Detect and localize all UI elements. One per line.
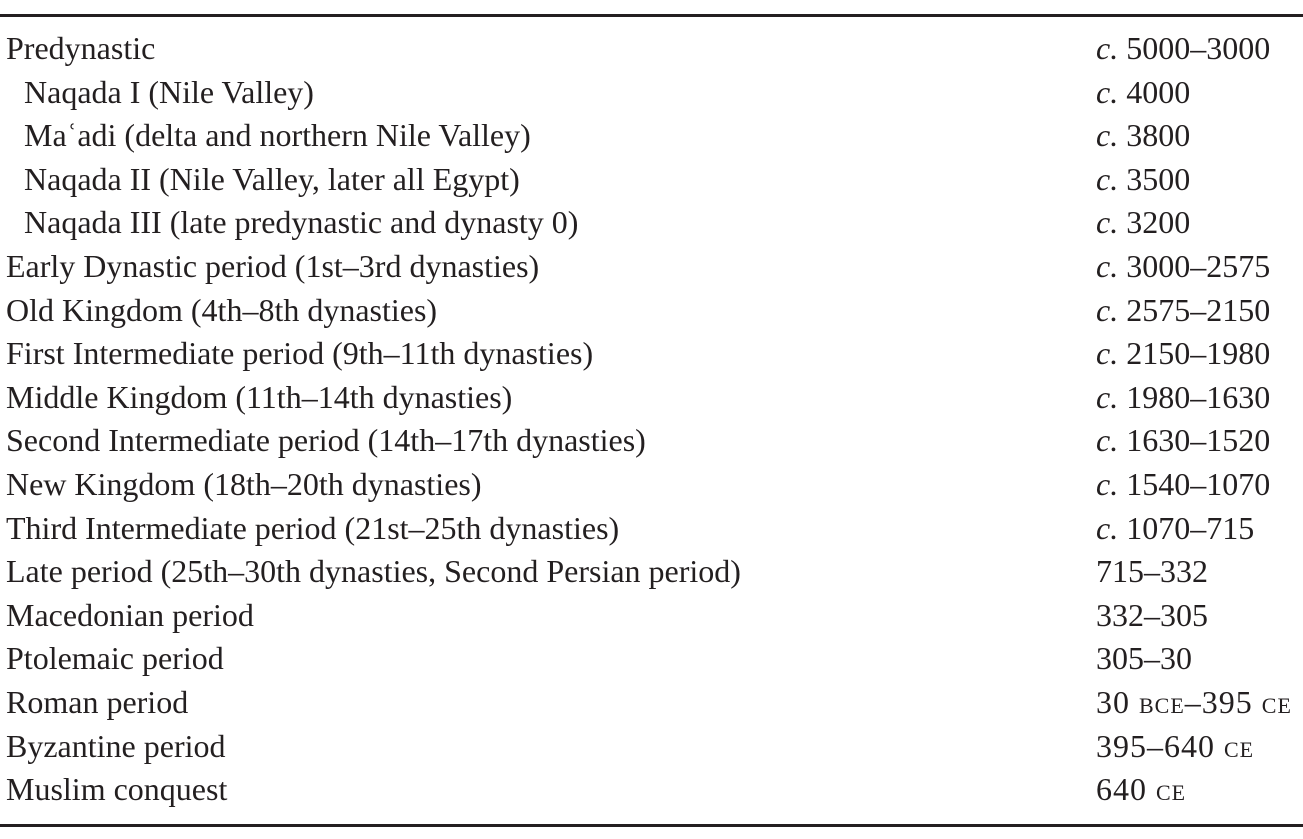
table-bottom-rule — [0, 824, 1303, 827]
date-range: 715–332 — [1096, 553, 1208, 590]
table-row — [0, 594, 1303, 638]
table-row — [0, 507, 1303, 551]
circa-mark: c. — [1096, 73, 1119, 110]
table-row — [0, 201, 1303, 245]
date-range: 4000 — [1118, 73, 1191, 110]
period-date — [1096, 71, 1190, 115]
table-row — [0, 550, 1303, 594]
circa-mark: c. — [1096, 247, 1119, 284]
period-name: New Kingdom (18th–20th dynasties) — [6, 465, 482, 502]
period-name: Second Intermediate period (14th–17th dynasties) — [6, 422, 646, 459]
period-date — [1096, 245, 1270, 289]
period-name: Third Intermediate period (21st–25th dynasties) — [6, 509, 620, 546]
period-date — [1096, 768, 1186, 812]
date-range: 5000–3000 — [1118, 30, 1271, 66]
table-row — [0, 245, 1303, 289]
period-date — [1096, 637, 1192, 681]
period-date — [1096, 725, 1254, 769]
table-row — [0, 114, 1303, 158]
date-range: 1070–715 — [1118, 509, 1255, 546]
period-name: Late period (25th–30th dynasties, Second Persian period) — [6, 553, 741, 590]
date-range: 1540–1070 — [1118, 465, 1271, 502]
period-date — [1096, 289, 1270, 333]
table-row — [0, 27, 1303, 71]
date-range: 395–640 ce — [1096, 727, 1255, 764]
date-range: 2150–1980 — [1118, 335, 1271, 372]
circa-mark: c. — [1096, 465, 1119, 502]
chronology-table — [0, 27, 1303, 812]
date-range: 3000–2575 — [1118, 247, 1271, 284]
circa-mark: c. — [1096, 204, 1119, 241]
period-name: Ptolemaic period — [6, 640, 224, 677]
circa-mark: c. — [1096, 291, 1119, 328]
date-range: 3200 — [1118, 204, 1191, 241]
period-name: Naqada III (late predynastic and dynasty 0) — [24, 204, 579, 241]
circa-mark: c. — [1096, 422, 1119, 459]
period-date — [1096, 114, 1190, 158]
period-date — [1096, 332, 1270, 376]
table-row — [0, 725, 1303, 769]
circa-mark: c. — [1096, 30, 1119, 66]
period-name: Macedonian period — [6, 596, 254, 633]
period-name: Byzantine period — [6, 727, 226, 764]
period-name: Predynastic — [6, 30, 156, 66]
period-name: Middle Kingdom (11th–14th dynasties) — [6, 378, 513, 415]
period-date — [1096, 550, 1208, 594]
date-range: 3500 — [1118, 160, 1191, 197]
table-row — [0, 376, 1303, 420]
period-name: Roman period — [6, 683, 189, 720]
circa-mark: c. — [1096, 509, 1119, 546]
period-date — [1096, 681, 1292, 725]
circa-mark: c. — [1096, 117, 1119, 154]
table-row — [0, 637, 1303, 681]
table-top-rule — [0, 14, 1303, 17]
date-range: 1980–1630 — [1118, 378, 1271, 415]
period-name: Maʿadi (delta and northern Nile Valley) — [24, 117, 531, 154]
period-date — [1096, 419, 1270, 463]
date-range: 30 bce–395 ce — [1096, 683, 1292, 720]
period-name: Naqada II (Nile Valley, later all Egypt) — [24, 160, 520, 197]
period-date — [1096, 594, 1208, 638]
table-row — [0, 332, 1303, 376]
table-row — [0, 463, 1303, 507]
period-name: Old Kingdom (4th–8th dynasties) — [6, 291, 438, 328]
period-name: Naqada I (Nile Valley) — [24, 73, 314, 110]
table-row — [0, 158, 1303, 202]
circa-mark: c. — [1096, 160, 1119, 197]
table-row — [0, 681, 1303, 725]
circa-mark: c. — [1096, 378, 1119, 415]
table-row — [0, 768, 1303, 812]
date-range: 332–305 — [1096, 596, 1208, 633]
date-range: 640 ce — [1096, 771, 1187, 808]
date-range: 1630–1520 — [1118, 422, 1271, 459]
period-date — [1096, 158, 1190, 202]
table-row — [0, 419, 1303, 463]
date-range: 3800 — [1118, 117, 1191, 154]
table-row — [0, 71, 1303, 115]
period-date — [1096, 201, 1190, 245]
period-date — [1096, 507, 1254, 551]
date-range: 2575–2150 — [1118, 291, 1271, 328]
period-name: Early Dynastic period (1st–3rd dynasties) — [6, 247, 540, 284]
date-range: 305–30 — [1096, 640, 1192, 677]
table-row — [0, 289, 1303, 333]
period-date — [1096, 376, 1270, 420]
period-name: Muslim conquest — [6, 771, 228, 808]
period-date — [1096, 27, 1270, 71]
period-date — [1096, 463, 1270, 507]
circa-mark: c. — [1096, 335, 1119, 372]
period-name: First Intermediate period (9th–11th dynasties) — [6, 335, 594, 372]
